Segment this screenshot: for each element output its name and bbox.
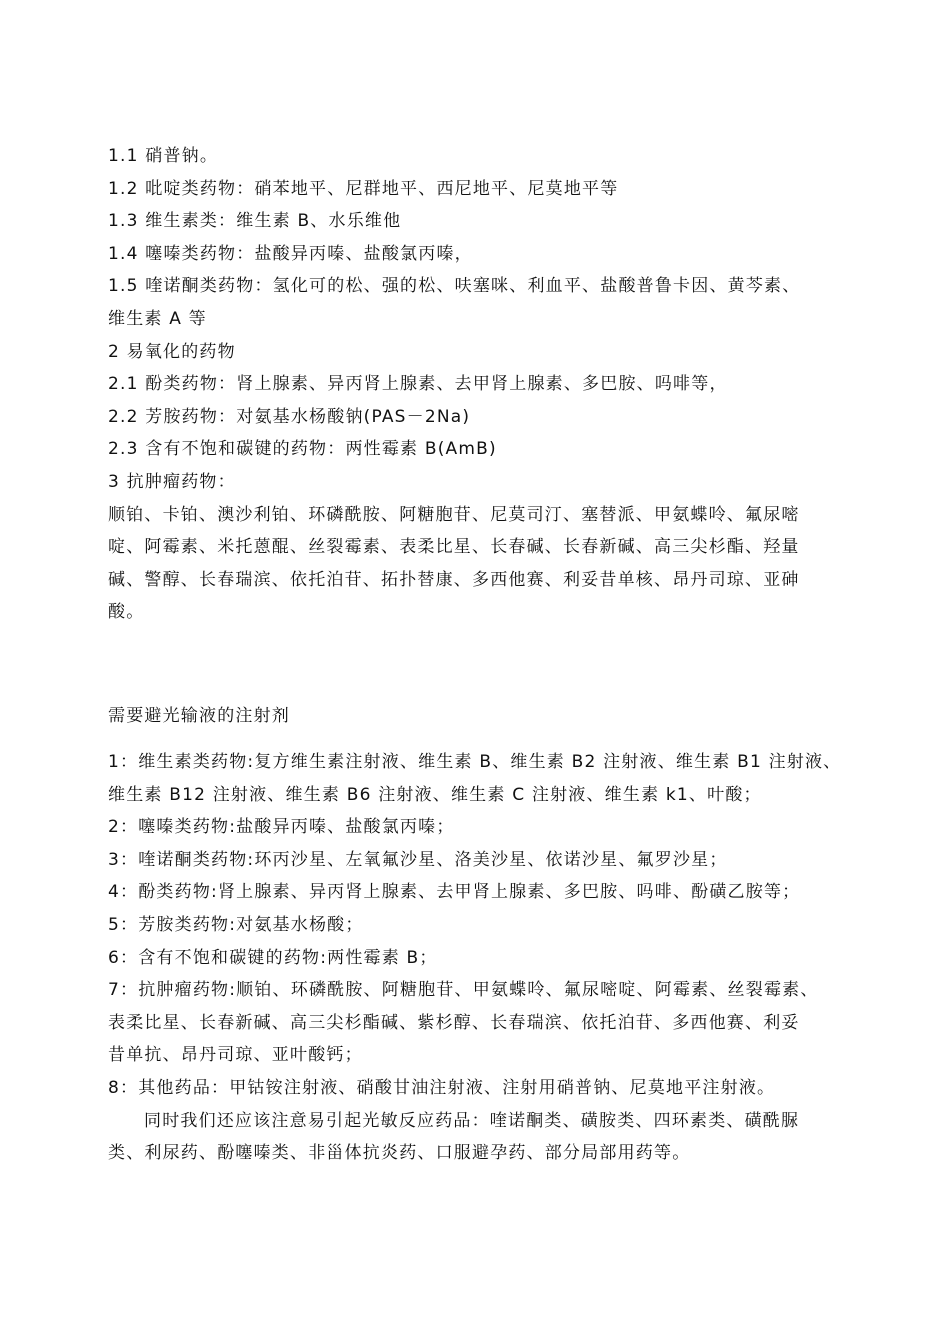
item-7-cont-a: 表柔比星、长春新碱、高三尖杉酯碱、紫杉醇、长春瑞滨、依托泊苷、多西他赛、利妥 <box>108 1012 800 1033</box>
line-3-list-c: 碱、警醇、长春瑞滨、依托泊苷、拓扑替康、多西他赛、利妥昔单核、昂丹司琼、亚砷 <box>108 569 800 590</box>
item-5: 5：芳胺类药物:对氨基水杨酸； <box>108 914 364 935</box>
closing-paragraph-line-1: 同时我们还应该注意易引起光敏反应药品：喹诺酮类、磺胺类、四环素类、磺酰脲 <box>144 1110 800 1131</box>
section-2-heading: 需要避光输液的注射剂 <box>108 706 290 726</box>
section-1 <box>108 140 868 629</box>
line-2: 2 易氧化的药物 <box>108 341 236 362</box>
line-3-list-a: 顺铂、卡铂、澳沙利铂、环磷酰胺、阿糖胞苷、尼莫司汀、塞替派、甲氨蝶呤、氟尿嘧 <box>108 504 800 525</box>
item-1-cont: 维生素 B12 注射液、维生素 B6 注射液、维生素 C 注射液、维生素 k1、叶酸； <box>108 784 762 805</box>
section-2 <box>108 746 868 1170</box>
line-2-2: 2.2 芳胺药物：对氨基水杨酸钠(PAS－2Na) <box>108 406 471 427</box>
line-1-1: 1.1 硝普钠。 <box>108 146 219 166</box>
item-7: 7：抗肿瘤药物:顺铂、环磷酰胺、阿糖胞苷、甲氨蝶呤、氟尿嘧啶、阿霉素、丝裂霉素、 <box>108 980 819 1001</box>
item-1: 1：维生素类药物:复方维生素注射液、维生素 B、维生素 B2 注射液、维生素 B1 注射液、 <box>108 752 842 772</box>
line-3-list-d: 酸。 <box>108 602 145 623</box>
line-1-5: 1.5 喹诺酮类药物：氢化可的松、强的松、呋塞咪、利血平、盐酸普鲁卡因、黄芩素、 <box>108 276 801 297</box>
line-1-4: 1.4 噻嗪类药物：盐酸异丙嗪、盐酸氯丙嗪， <box>108 243 473 264</box>
closing-paragraph-line-2: 类、利尿药、酚噻嗪类、非甾体抗炎药、口服避孕药、部分局部用药等。 <box>108 1143 691 1164</box>
item-8: 8：其他药品：甲钴铵注射液、硝酸甘油注射液、注射用硝普钠、尼莫地平注射液。 <box>108 1077 776 1098</box>
item-6: 6：含有不饱和碳键的药物:两性霉素 B； <box>108 947 438 968</box>
line-1-3: 1.3 维生素类：维生素 B、水乐维他 <box>108 211 402 232</box>
line-3-list-b: 啶、阿霉素、米托蒽醌、丝裂霉素、表柔比星、长春碱、长春新碱、高三尖杉酯、羟量 <box>108 537 800 558</box>
line-3: 3 抗肿瘤药物： <box>108 471 236 492</box>
item-2: 2：噻嗪类药物:盐酸异丙嗪、盐酸氯丙嗪； <box>108 817 455 838</box>
item-3: 3：喹诺酮类药物:环丙沙星、左氧氟沙星、洛美沙星、依诺沙星、氟罗沙星； <box>108 849 728 870</box>
item-7-cont-b: 昔单抗、昂丹司琼、亚叶酸钙； <box>108 1045 363 1066</box>
line-2-1: 2.1 酚类药物：肾上腺素、异丙肾上腺素、去甲肾上腺素、多巴胺、吗啡等， <box>108 374 728 395</box>
section-2-heading-block <box>108 700 868 733</box>
line-1-2: 1.2 吡啶类药物：硝苯地平、尼群地平、西尼地平、尼莫地平等 <box>108 178 619 199</box>
item-4: 4：酚类药物:肾上腺素、异丙肾上腺素、去甲肾上腺素、多巴胺、吗啡、酚磺乙胺等； <box>108 882 801 903</box>
line-1-5-cont: 维生素 A 等 <box>108 308 207 329</box>
line-2-3: 2.3 含有不饱和碳键的药物：两性霉素 B(AmB) <box>108 439 497 460</box>
